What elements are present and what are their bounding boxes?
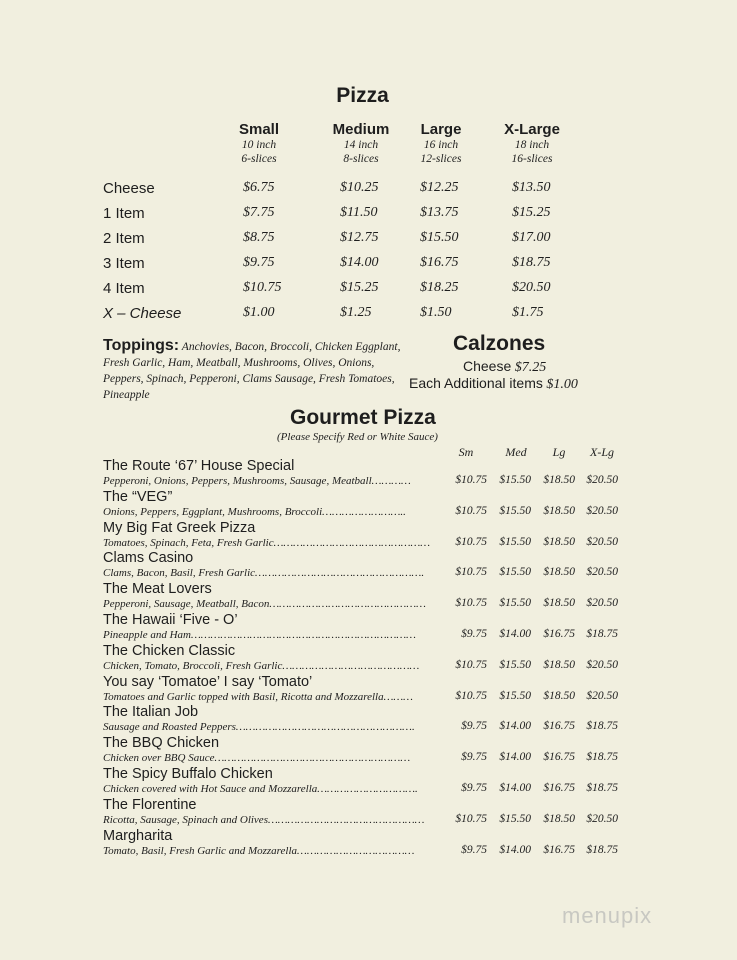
- gourmet-item-price: $18.50: [543, 658, 575, 671]
- gourmet-item-desc: Clams, Bacon, Basil, Fresh Garlic…………………………………………….: [103, 567, 425, 580]
- pizza-price: $12.25: [420, 180, 459, 195]
- pizza-price: $13.75: [420, 205, 459, 220]
- pizza-row-label: X – Cheese: [103, 305, 182, 322]
- pizza-price: $8.75: [243, 230, 275, 245]
- size-inch: 10 inch: [241, 139, 277, 151]
- size-xlarge-header: [477, 121, 587, 166]
- gourmet-item-price: $18.75: [586, 843, 618, 856]
- gourmet-item-name: My Big Fat Greek Pizza: [103, 519, 256, 536]
- gourmet-item-name: The BBQ Chicken: [103, 735, 220, 752]
- pizza-price: $20.50: [512, 280, 551, 295]
- gourmet-item-desc: Pineapple and Ham……………………………………………………………: [103, 629, 416, 641]
- toppings-heading: Toppings:: [103, 337, 180, 354]
- pizza-price: $13.50: [512, 180, 551, 195]
- gourmet-col-med: Med: [505, 445, 527, 459]
- toppings-block: [103, 338, 403, 403]
- gourmet-item-price: $18.75: [586, 782, 618, 794]
- gourmet-item-price: $15.50: [499, 597, 531, 610]
- gourmet-item-price: $10.75: [455, 658, 487, 671]
- gourmet-item-name: The Chicken Classic: [103, 642, 236, 659]
- gourmet-item-price: $10.75: [455, 597, 487, 610]
- size-name: Medium: [332, 121, 390, 138]
- gourmet-item-price: $14.00: [499, 843, 531, 856]
- pizza-price: $18.75: [512, 255, 551, 270]
- gourmet-item-price: $16.75: [543, 843, 575, 856]
- gourmet-item-price: $18.50: [543, 535, 575, 548]
- gourmet-item-price: $18.75: [586, 751, 618, 764]
- pizza-price: $15.25: [512, 205, 551, 220]
- pizza-row-label: Cheese: [103, 180, 155, 197]
- gourmet-item-price: $18.50: [543, 474, 575, 486]
- gourmet-item-desc: Chicken, Tomato, Broccoli, Fresh Garlic……………………………………: [103, 659, 420, 672]
- gourmet-item-price: $9.75: [461, 782, 487, 794]
- size-slices: 6-slices: [241, 153, 277, 165]
- pizza-price: $15.25: [340, 280, 379, 295]
- gourmet-item-price: $10.75: [455, 504, 487, 517]
- gourmet-item-name: The Hawaii ‘Five - O’: [103, 612, 238, 628]
- gourmet-item-desc: Tomato, Basil, Fresh Garlic and Mozzarella………………………………: [103, 844, 415, 857]
- pizza-price: $14.00: [340, 255, 379, 270]
- calzone-cheese-label: Cheese: [463, 358, 512, 374]
- calzone-additional-price: $1.00: [546, 377, 578, 392]
- size-slices: 16-slices: [511, 153, 553, 165]
- gourmet-item-price: $9.75: [461, 720, 487, 733]
- gourmet-item-name: The Italian Job: [103, 704, 199, 721]
- size-inch: 14 inch: [343, 139, 379, 151]
- pizza-price: $12.75: [340, 230, 379, 245]
- gourmet-item-price: $20.50: [586, 535, 618, 548]
- pizza-row-label: 4 Item: [103, 280, 145, 297]
- gourmet-sauce-note: (Please Specify Red or White Sauce): [277, 431, 438, 443]
- gourmet-item-price: $9.75: [461, 751, 487, 764]
- gourmet-col-xlg: X-Lg: [590, 445, 614, 459]
- pizza-price: $7.75: [243, 205, 275, 220]
- gourmet-item-price: $10.75: [455, 474, 487, 486]
- size-slices: 12-slices: [420, 153, 462, 165]
- gourmet-item-desc: Sausage and Roasted Peppers……………………………………………….: [103, 721, 415, 734]
- gourmet-item-price: $15.50: [499, 658, 531, 671]
- pizza-price: $1.00: [243, 305, 275, 320]
- gourmet-item-name: The Florentine: [103, 796, 197, 813]
- pizza-price: $1.75: [512, 305, 544, 320]
- gourmet-item-desc: Ricotta, Sausage, Spinach and Olives…………………………………………: [103, 813, 425, 826]
- gourmet-item-price: $18.50: [543, 504, 575, 517]
- gourmet-item-desc: Pepperoni, Sausage, Meatball, Bacon…………………………………………: [103, 598, 426, 611]
- pizza-price: $18.25: [420, 280, 459, 295]
- size-name: Large: [420, 121, 462, 138]
- gourmet-item-price: $10.75: [455, 566, 487, 579]
- gourmet-item-price: $18.50: [543, 812, 575, 825]
- gourmet-item-desc: Pepperoni, Onions, Peppers, Mushrooms, Sausage, Meatball…………: [103, 475, 411, 487]
- gourmet-item-price: $16.75: [543, 628, 575, 640]
- gourmet-col-lg: Lg: [552, 445, 566, 459]
- gourmet-item-price: $20.50: [586, 689, 618, 702]
- gourmet-item-desc: Onions, Peppers, Eggplant, Mushrooms, Broccoli……………………..: [103, 505, 406, 518]
- size-inch: 18 inch: [514, 139, 550, 151]
- gourmet-item-price: $14.00: [499, 628, 531, 640]
- pizza-row-label: 3 Item: [103, 255, 145, 272]
- gourmet-item-price: $10.75: [455, 535, 487, 548]
- size-small-header: [204, 121, 314, 166]
- gourmet-item-price: $15.50: [499, 474, 531, 486]
- calzone-additional-line: [409, 375, 578, 393]
- pizza-price: $6.75: [243, 180, 275, 195]
- gourmet-item-price: $18.50: [543, 689, 575, 702]
- pizza-row-label: 2 Item: [103, 230, 145, 247]
- calzone-cheese-line: [463, 358, 546, 376]
- gourmet-item-desc: Tomatoes and Garlic topped with Basil, Ricotta and Mozzarella………: [103, 690, 413, 703]
- gourmet-item-price: $18.75: [586, 628, 618, 640]
- pizza-price: $16.75: [420, 255, 459, 270]
- gourmet-item-price: $20.50: [586, 474, 618, 486]
- size-inch: 16 inch: [423, 139, 459, 151]
- gourmet-item-name: The Spicy Buffalo Chicken: [103, 766, 273, 782]
- pizza-price: $1.50: [420, 305, 452, 320]
- gourmet-item-price: $10.75: [455, 812, 487, 825]
- gourmet-item-name: The Route ‘67’ House Special: [103, 458, 295, 474]
- calzone-additional-label: Each Additional items: [409, 375, 543, 391]
- size-slices: 8-slices: [343, 153, 379, 165]
- pizza-price: $15.50: [420, 230, 459, 245]
- gourmet-item-price: $15.50: [499, 504, 531, 517]
- gourmet-item-name: The “VEG”: [103, 488, 173, 505]
- gourmet-item-price: $14.00: [499, 751, 531, 764]
- gourmet-item-desc: Tomatoes, Spinach, Feta, Fresh Garlic…………………………………………: [103, 536, 431, 549]
- pizza-row-label: 1 Item: [103, 205, 145, 222]
- calzones-title: Calzones: [453, 332, 546, 355]
- size-name: X-Large: [504, 121, 560, 138]
- gourmet-item-price: $15.50: [499, 566, 531, 579]
- gourmet-item-name: You say ‘Tomatoe’ I say ‘Tomato’: [103, 673, 313, 690]
- gourmet-item-price: $16.75: [543, 720, 575, 733]
- pizza-price: $9.75: [243, 255, 275, 270]
- gourmet-item-price: $18.50: [543, 566, 575, 579]
- gourmet-item-name: Clams Casino: [103, 550, 194, 567]
- gourmet-item-price: $20.50: [586, 597, 618, 610]
- gourmet-item-price: $14.00: [499, 782, 531, 794]
- menupix-watermark: menupix: [562, 903, 653, 928]
- pizza-price: $1.25: [340, 305, 372, 320]
- gourmet-col-sm: Sm: [458, 445, 474, 459]
- gourmet-item-price: $18.75: [586, 720, 618, 733]
- gourmet-item-name: The Meat Lovers: [103, 581, 212, 598]
- gourmet-item-price: $20.50: [586, 812, 618, 825]
- gourmet-item-price: $10.75: [455, 689, 487, 702]
- gourmet-item-price: $20.50: [586, 566, 618, 579]
- toppings-list: Anchovies, Bacon, Broccoli, Chicken Eggplant, Fresh Garlic, Ham, Meatball, Mushrooms, Olives, Onions, Peppers, Spinach, Pepperoni, Clams Sausage, Fresh Tomatoes, Pineapple: [103, 341, 401, 401]
- pizza-price: $11.50: [340, 205, 378, 220]
- gourmet-item-desc: Chicken over BBQ Sauce……………………………………………………: [103, 752, 411, 765]
- gourmet-item-price: $15.50: [499, 689, 531, 702]
- pizza-price: $10.75: [243, 280, 282, 295]
- gourmet-item-price: $20.50: [586, 504, 618, 517]
- calzone-cheese-price: $7.25: [514, 360, 547, 375]
- gourmet-item-price: $9.75: [461, 628, 487, 640]
- pizza-title: Pizza: [336, 84, 389, 107]
- gourmet-title: Gourmet Pizza: [290, 406, 436, 429]
- gourmet-item-price: $14.00: [499, 720, 531, 733]
- gourmet-item-price: $20.50: [586, 658, 618, 671]
- pizza-price: $17.00: [512, 230, 551, 245]
- gourmet-item-price: $18.50: [543, 597, 575, 610]
- size-name: Small: [238, 121, 280, 138]
- gourmet-item-price: $16.75: [543, 751, 575, 764]
- gourmet-item-price: $16.75: [543, 782, 575, 794]
- gourmet-item-desc: Chicken covered with Hot Sauce and Mozzarella………………………….: [103, 783, 418, 795]
- gourmet-item-price: $15.50: [499, 812, 531, 825]
- gourmet-item-name: Margharita: [103, 827, 173, 844]
- gourmet-item-price: $9.75: [461, 843, 487, 856]
- gourmet-item-price: $15.50: [499, 535, 531, 548]
- pizza-price: $10.25: [340, 180, 379, 195]
